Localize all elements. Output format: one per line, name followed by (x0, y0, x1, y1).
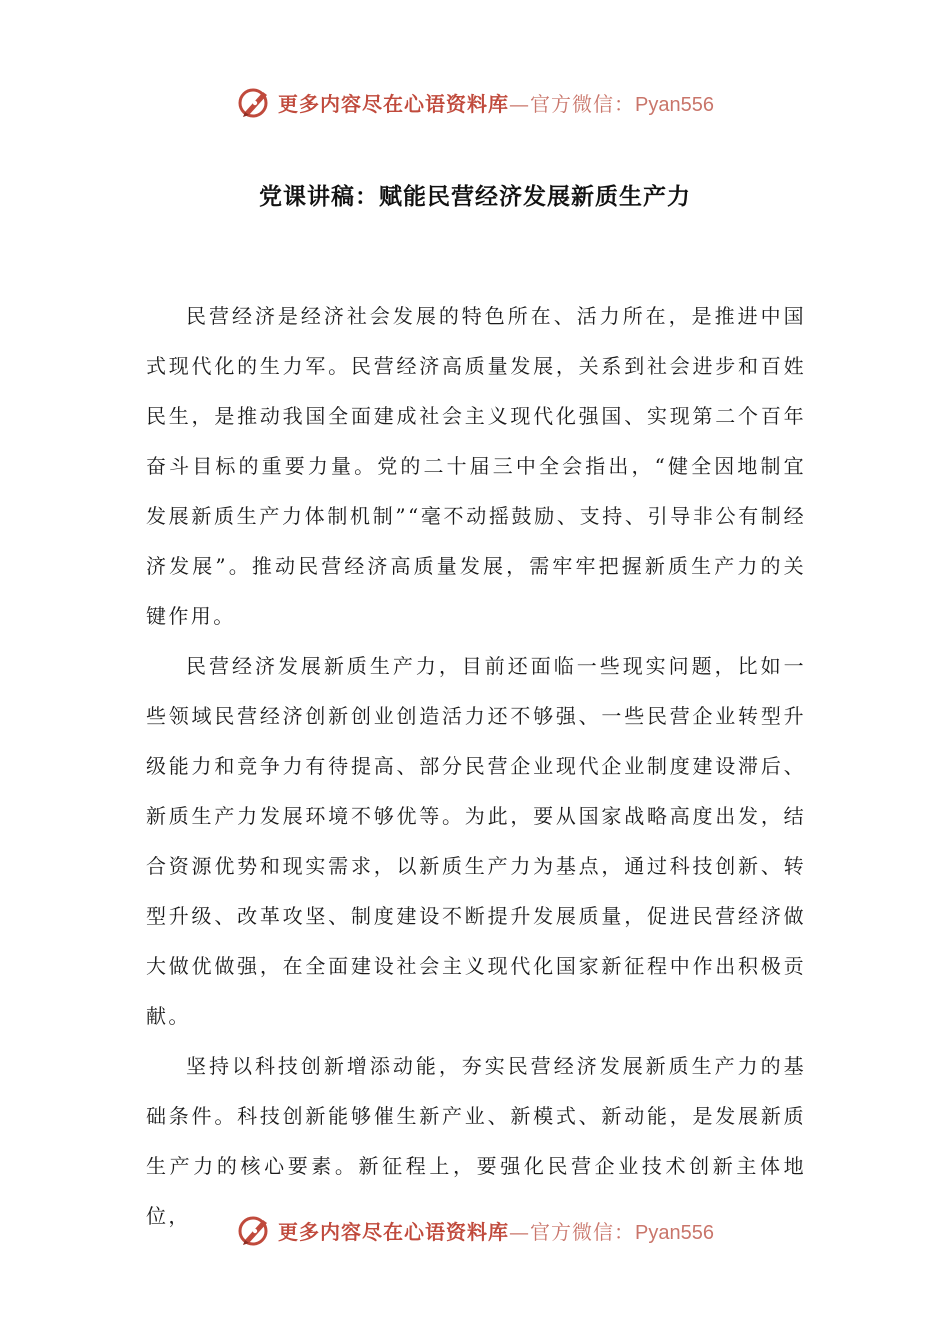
footer-banner-text (278, 1216, 714, 1245)
header-banner-wechat-label: 官方微信： (530, 91, 636, 116)
footer-banner-dash: — (509, 1219, 531, 1244)
footer-banner-wechat-id: Pyan556 (635, 1221, 714, 1244)
header-banner-text (278, 88, 714, 117)
header-banner (0, 82, 950, 122)
header-banner-dash: — (509, 91, 531, 116)
header-banner-brand: 更多内容尽在心语资料库 (278, 91, 510, 116)
document-body (146, 291, 806, 1241)
paragraph-3: 坚持以科技创新增添动能，夯实民营经济发展新质生产力的基础条件。科技创新能够催生新产业、新模式、新动能，是发展新质生产力的核心要素。新征程上，要强化民营企业技术创新主体地位， (146, 1054, 806, 1228)
page-title: 党课讲稿：赋能民营经济发展新质生产力 (259, 184, 691, 210)
footer-banner (0, 1210, 950, 1250)
paragraph-2: 民营经济发展新质生产力，目前还面临一些现实问题，比如一些领域民营经济创新创业创造活力还不够强、一些民营企业转型升级能力和竞争力有待提高、部分民营企业现代企业制度建设滞后、新质生产力发展环境不够优等。为此，要从国家战略高度出发，结合资源优势和现实需求，以新质生产力为基点，通过科技创新、转型升级、改革攻坚、制度建设不断提升发展质量，促进民营经济做大做优做强，在全面建设社会主义现代化国家新征程中作出积极贡献。 (146, 654, 806, 1028)
header-banner-wechat-id: Pyan556 (635, 93, 714, 116)
pen-circle-logo-icon (236, 1212, 272, 1248)
footer-banner-brand: 更多内容尽在心语资料库 (278, 1219, 510, 1244)
pen-circle-logo-icon (236, 84, 272, 120)
paragraph-1: 民营经济是经济社会发展的特色所在、活力所在，是推进中国式现代化的生力军。民营经济高质量发展，关系到社会进步和百姓民生，是推动我国全面建成社会主义现代化强国、实现第二个百年奋斗目标的重要力量。党的二十届三中全会指出，“健全因地制宜发展新质生产力体制机制”“毫不动摇鼓励、支持、引导非公有制经济发展”。推动民营经济高质量发展，需牢牢把握新质生产力的关键作用。 (146, 304, 806, 628)
footer-banner-wechat-label: 官方微信： (530, 1219, 636, 1244)
